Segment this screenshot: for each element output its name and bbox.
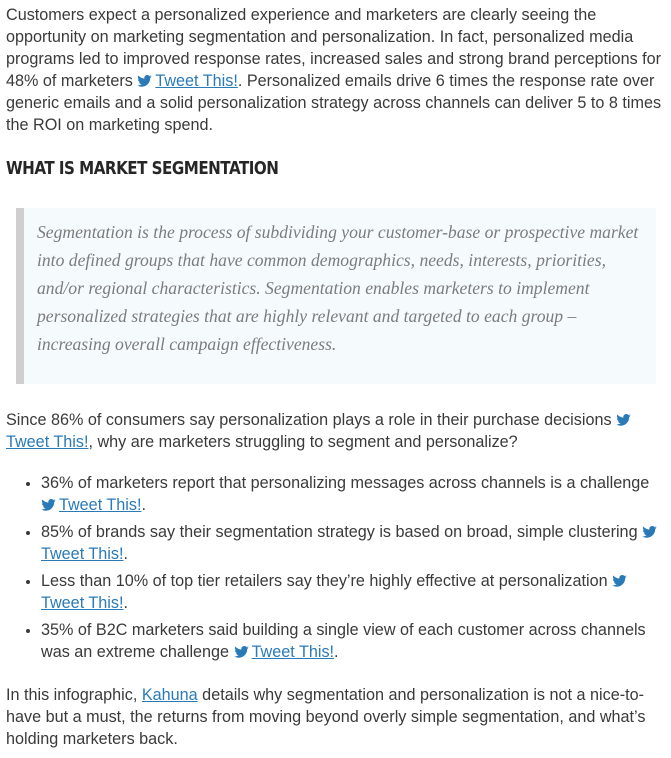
quote-text: Segmentation is the process of subdividing your customer-base or prospective market into defined groups that have common demographics, needs, interests, priorities, and/or regional characteristics. Segmentation enables marketers to implement personalized strategies that are highly relevant and targeted to each group – increasing overall campaign effectiveness. xyxy=(37,222,639,354)
bullet-text: 35% of B2C marketers said building a single view of each customer across channels was an extreme challenge xyxy=(41,621,646,661)
bullet-end: . xyxy=(123,594,128,612)
list-item xyxy=(41,619,668,663)
twitter-bird-icon xyxy=(612,575,627,587)
section-heading: WHAT IS MARKET SEGMENTATION xyxy=(6,158,279,179)
tweet-this-link[interactable]: Tweet This! xyxy=(59,496,142,514)
closing-paragraph xyxy=(6,684,668,750)
tweet-this-link[interactable]: Tweet This! xyxy=(251,643,335,661)
para3-text-before: In this infographic, xyxy=(6,686,142,704)
tweet-this-link[interactable]: Tweet This! xyxy=(41,545,124,563)
list-item xyxy=(41,472,668,516)
bullet-text: Less than 10% of top tier retailers say they’re highly effective at personalization xyxy=(41,572,613,590)
twitter-bird-icon xyxy=(616,414,631,426)
bullet-end: . xyxy=(141,496,146,514)
tweet-this-link[interactable]: Tweet This! xyxy=(6,433,89,451)
intro-text-before: Customers expect a personalized experience and marketers are clearly seeing the opportunity on marketing segmentation and personalization. In fact, personalized media programs led to improved response rates, increased sales and strong brand perceptions for 48% of marketers xyxy=(6,6,662,90)
twitter-bird-icon xyxy=(41,499,56,511)
tweet-this-link[interactable]: Tweet This! xyxy=(41,594,124,612)
bullet-text: 85% of brands say their segmentation strategy is based on broad, simple clustering xyxy=(41,523,643,541)
kahuna-link[interactable]: Kahuna xyxy=(141,686,198,704)
para2-text-before: Since 86% of consumers say personalization plays a role in their purchase decisions xyxy=(6,411,617,429)
bullet-text: 36% of marketers report that personalizing messages across channels is a challenge xyxy=(41,474,650,492)
twitter-bird-icon xyxy=(137,75,152,87)
stats-list xyxy=(6,472,668,668)
blockquote xyxy=(16,208,656,384)
intro-text-after: . Personalized emails drive 6 times the response rate over generic emails and a solid personalization strategy across channels can deliver 5 to 8 times the ROI on marketing spend. xyxy=(6,72,662,134)
stats-paragraph xyxy=(6,409,668,453)
list-item xyxy=(41,521,668,565)
bullet-end: . xyxy=(334,643,339,661)
list-item xyxy=(41,570,668,614)
para3-text-after: details why segmentation and personalization is not a nice-to-have but a must, the returns from moving beyond overly simple segmentation, and what’s holding marketers back. xyxy=(6,686,646,748)
twitter-bird-icon xyxy=(642,526,657,538)
para2-text-after: , why are marketers struggling to segment and personalize? xyxy=(88,433,518,451)
twitter-bird-icon xyxy=(234,646,249,658)
bullet-end: . xyxy=(123,545,128,563)
tweet-this-link[interactable]: Tweet This! xyxy=(155,72,238,90)
intro-paragraph xyxy=(6,4,668,136)
